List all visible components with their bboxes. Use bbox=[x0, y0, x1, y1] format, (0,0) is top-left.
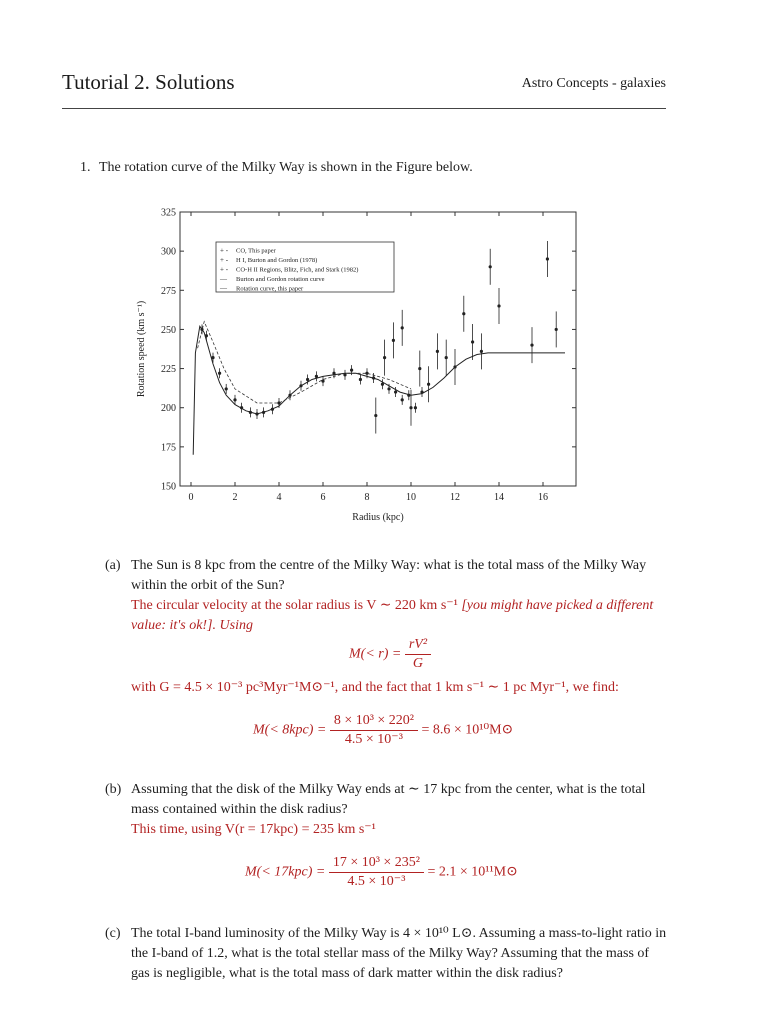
co-data-point bbox=[306, 378, 309, 381]
question-number: 1. bbox=[80, 160, 91, 175]
legend-entry: CO, This paper bbox=[236, 247, 276, 255]
rotation-curve-line bbox=[193, 326, 565, 454]
legend-entry: Burton and Gordon rotation curve bbox=[236, 276, 325, 283]
y-tick-label: 275 bbox=[161, 285, 176, 297]
mass-formula-fraction bbox=[405, 636, 431, 673]
result-a-rhs: = 8.6 × 10¹⁰M⊙ bbox=[421, 722, 514, 738]
legend-entry: CO-H II Regions, Blitz, Fich, and Stark (1982) bbox=[236, 266, 359, 274]
result-a-fraction bbox=[330, 712, 418, 749]
hii-data-point bbox=[383, 356, 386, 359]
hii-data-point bbox=[401, 326, 404, 329]
y-tick-label: 175 bbox=[161, 442, 176, 454]
hii-data-point bbox=[462, 312, 465, 315]
hii-data-point bbox=[418, 367, 421, 370]
co-data-point bbox=[205, 334, 208, 337]
co-data-point bbox=[255, 412, 258, 415]
y-tick-label: 150 bbox=[161, 481, 176, 493]
co-data-point bbox=[249, 411, 252, 414]
co-data-point bbox=[233, 398, 236, 401]
hii-data-point bbox=[497, 304, 500, 307]
co-data-point bbox=[414, 406, 417, 409]
result-b-lhs: M(< 17kpc) = bbox=[245, 864, 326, 880]
part-c-label: (c) bbox=[105, 926, 121, 941]
co-data-point bbox=[407, 394, 410, 397]
part-b-question: Assuming that the disk of the Milky Way ends at ∼ 17 kpc from the center, what is the total mass contained within the disk radius? bbox=[131, 782, 646, 817]
part-a-velocity: V ∼ 220 km s⁻¹ bbox=[366, 598, 458, 613]
x-tick-label: 2 bbox=[232, 492, 238, 503]
co-data-point bbox=[315, 375, 318, 378]
hii-data-point bbox=[489, 265, 492, 268]
y-tick-label: 225 bbox=[161, 364, 176, 376]
x-tick-label: 8 bbox=[364, 492, 370, 503]
legend-marker: — bbox=[220, 284, 227, 293]
hii-data-point bbox=[480, 350, 483, 353]
result-b-fraction bbox=[329, 854, 424, 891]
co-data-point bbox=[299, 384, 302, 387]
x-tick-label: 16 bbox=[538, 492, 548, 503]
result-a-denominator: 4.5 × 10⁻³ bbox=[344, 732, 403, 747]
result-b-numerator: 17 × 10³ × 235² bbox=[329, 854, 424, 873]
x-tick-label: 6 bbox=[320, 492, 326, 503]
x-tick-label: 12 bbox=[450, 492, 460, 503]
part-b-answer: This time, using V(r = 17kpc) = 235 km s⁻¹ bbox=[131, 822, 376, 837]
mass-formula-denominator: G bbox=[412, 656, 423, 671]
part-a-label: (a) bbox=[105, 558, 121, 573]
mass-formula-numerator: rV² bbox=[405, 636, 431, 655]
co-data-point bbox=[420, 390, 423, 393]
part-a-answer-intro: The circular velocity at the solar radius is bbox=[131, 598, 364, 613]
part-a-question: The Sun is 8 kpc from the centre of the Milky Way: what is the total mass of the Milky Way within the orbit of the Sun? bbox=[131, 558, 647, 593]
question-text: The rotation curve of the Milky Way is shown in the Figure below. bbox=[99, 160, 473, 175]
x-tick-label: 0 bbox=[188, 492, 194, 503]
co-data-point bbox=[372, 376, 375, 379]
result-a bbox=[253, 712, 513, 749]
y-axis-label: Rotation speed (km s⁻¹) bbox=[136, 300, 147, 398]
hii-data-point bbox=[546, 257, 549, 260]
co-data-point bbox=[271, 408, 274, 411]
hii-data-point bbox=[555, 328, 558, 331]
legend-entry: Rotation curve, this paper bbox=[236, 285, 304, 293]
hii-data-point bbox=[436, 350, 439, 353]
legend-marker: — bbox=[220, 275, 227, 283]
hii-data-point bbox=[453, 365, 456, 368]
burton-gordon-curve-line bbox=[198, 322, 411, 403]
hii-data-point bbox=[445, 356, 448, 359]
hii-data-point bbox=[392, 339, 395, 342]
x-tick-label: 10 bbox=[406, 492, 416, 503]
x-tick-label: 14 bbox=[494, 492, 504, 503]
co-data-point bbox=[211, 356, 214, 359]
y-tick-label: 300 bbox=[161, 246, 176, 258]
hii-data-point bbox=[471, 340, 474, 343]
co-data-point bbox=[359, 378, 362, 381]
co-data-point bbox=[218, 372, 221, 375]
co-data-point bbox=[401, 398, 404, 401]
part-c-question: The total I-band luminosity of the Milky Way is 4 × 10¹⁰ L⊙. Assuming a mass-to-light ratio in the I-band of 1.2, what is the total stellar mass of the Milky Way? Assuming that the mass of gas is negligible, what is the total mass of dark matter within the disk radius? bbox=[131, 926, 667, 981]
co-data-point bbox=[387, 387, 390, 390]
co-data-point bbox=[381, 383, 384, 386]
co-data-point bbox=[350, 369, 353, 372]
result-a-lhs: M(< 8kpc) = bbox=[253, 722, 327, 738]
rotation-curve-chart bbox=[128, 200, 588, 530]
y-tick-label: 325 bbox=[161, 207, 176, 219]
co-data-point bbox=[394, 390, 397, 393]
co-data-point bbox=[321, 379, 324, 382]
y-tick-label: 250 bbox=[161, 324, 176, 336]
constants-text: with G = 4.5 × 10⁻³ pc³Myr⁻¹M⊙⁻¹, and the fact that 1 km s⁻¹ ∼ 1 pc Myr⁻¹, we find: bbox=[131, 680, 619, 695]
x-axis-label: Radius (kpc) bbox=[352, 512, 404, 523]
hii-data-point bbox=[409, 406, 412, 409]
hii-data-point bbox=[530, 343, 533, 346]
part-a-note: [you might have picked a different value: it's ok!]. Using bbox=[131, 598, 654, 633]
mass-formula bbox=[349, 636, 431, 673]
part-a-answer bbox=[131, 596, 668, 636]
result-b bbox=[245, 854, 518, 891]
hii-data-point bbox=[374, 414, 377, 417]
co-data-point bbox=[365, 372, 368, 375]
co-data-point bbox=[225, 387, 228, 390]
mass-formula-lhs: M(< r) = bbox=[349, 646, 402, 662]
co-data-point bbox=[262, 411, 265, 414]
legend-marker: + - bbox=[220, 265, 229, 274]
part-b-label: (b) bbox=[105, 782, 122, 797]
co-data-point bbox=[343, 373, 346, 376]
co-data-point bbox=[200, 328, 203, 331]
course-name: Astro Concepts - galaxies bbox=[521, 76, 666, 91]
hii-data-point bbox=[427, 383, 430, 386]
result-b-rhs: = 2.1 × 10¹¹M⊙ bbox=[427, 864, 518, 880]
co-data-point bbox=[332, 372, 335, 375]
result-a-numerator: 8 × 10³ × 220² bbox=[330, 712, 418, 731]
y-tick-label: 200 bbox=[161, 403, 176, 415]
page-title: Tutorial 2. Solutions bbox=[62, 70, 235, 94]
legend-entry: H I, Burton and Gordon (1978) bbox=[236, 257, 318, 264]
result-b-denominator: 4.5 × 10⁻³ bbox=[347, 874, 406, 889]
x-tick-label: 4 bbox=[276, 492, 282, 503]
co-data-point bbox=[240, 406, 243, 409]
header-rule bbox=[62, 108, 666, 109]
legend-marker: + - bbox=[220, 256, 229, 264]
co-data-point bbox=[277, 401, 280, 404]
co-data-point bbox=[288, 394, 291, 397]
legend-marker: + - bbox=[220, 246, 229, 255]
